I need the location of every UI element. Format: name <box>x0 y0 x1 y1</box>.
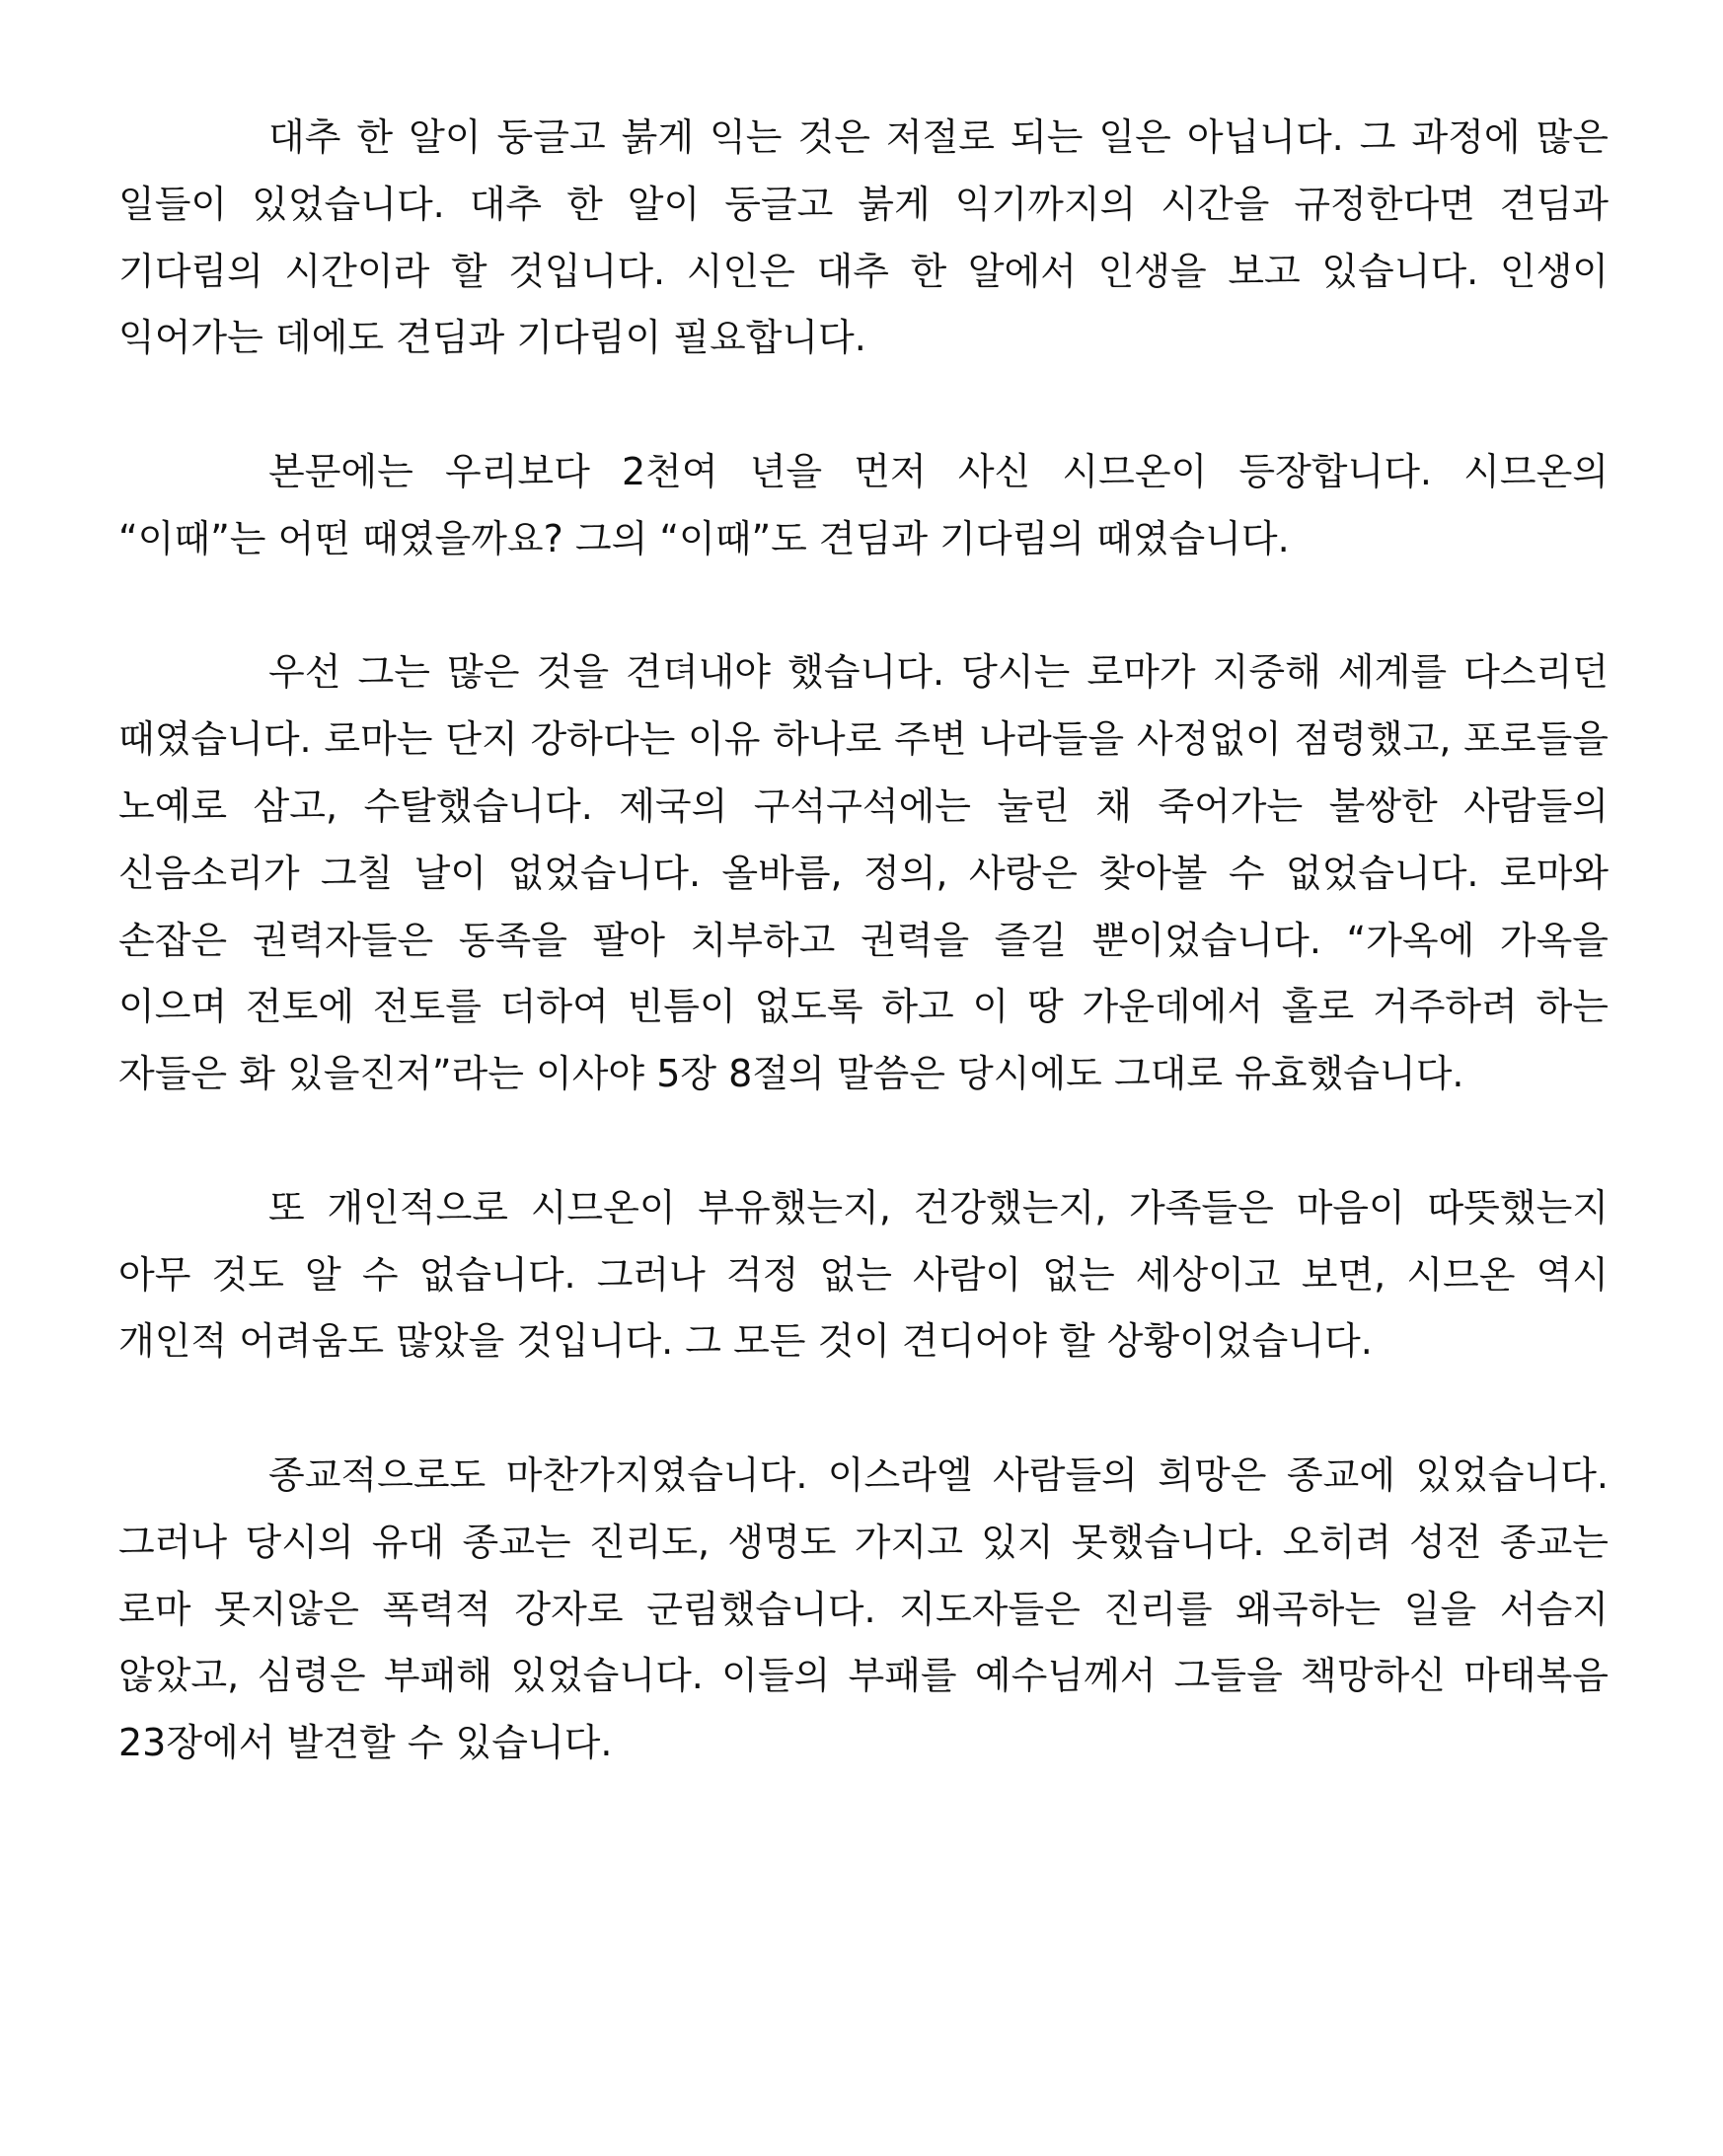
paragraph-jujube-intro: 대추 한 알이 둥글고 붉게 익는 것은 저절로 되는 일은 아닙니다. 그 과정에 많은 일들이 있었습니다. 대추 한 알이 둥글고 붉게 익기까지의 시간을 규정한다면 견딤과 기다림의 시간이라 할 것입니다. 시인은 대추 한 알에서 인생을 보고 있습니다. 인생이 익어가는 데에도 견딤과 기다림이 필요합니다. <box>118 115 1609 360</box>
paragraph-simeon-intro: 본문에는 우리보다 2천여 년을 먼저 사신 시므온이 등장합니다. 시므온의 “이때”는 어떤 때였을까요? 그의 “이때”도 견딤과 기다림의 때였습니다. <box>118 449 1609 560</box>
document-page <box>118 105 1609 1777</box>
paragraph-roman-rule: 우선 그는 많은 것을 견뎌내야 했습니다. 당시는 로마가 지중해 세계를 다스리던 때였습니다. 로마는 단지 강하다는 이유 하나로 주변 나라들을 사정없이 점령했고, 포로들을 노예로 삼고, 수탈했습니다. 제국의 구석구석에는 눌린 채 죽어가는 불쌍한 사람들의 신음소리가 그칠 날이 없었습니다. 올바름, 정의, 사랑은 찾아볼 수 없었습니다. 로마와 손잡은 권력자들은 동족을 팔아 치부하고 권력을 즐길 뿐이었습니다. “가옥에 가옥을 이으며 전토에 전토를 더하여 빈틈이 없도록 하고 이 땅 가운데에서 홀로 거주하려 하는 자들은 화 있을진저”라는 이사야 5장 8절의 말씀은 당시에도 그대로 유효했습니다. <box>118 650 1609 1096</box>
paragraph-religious-corruption: 종교적으로도 마찬가지였습니다. 이스라엘 사람들의 희망은 종교에 있었습니다. 그러나 당시의 유대 종교는 진리도, 생명도 가지고 있지 못했습니다. 오히려 성전 종교는 로마 못지않은 폭력적 강자로 군림했습니다. 지도자들은 진리를 왜곡하는 일을 서슴지 않았고, 심령은 부패해 있었습니다. 이들의 부패를 예수님께서 그들을 책망하신 마태복음 23장에서 발견할 수 있습니다. <box>118 1452 1609 1765</box>
paragraph-personal-hardship: 또 개인적으로 시므온이 부유했는지, 건강했는지, 가족들은 마음이 따뜻했는지 아무 것도 알 수 없습니다. 그러나 걱정 없는 사람이 없는 세상이고 보면, 시므온 역시 개인적 어려움도 많았을 것입니다. 그 모든 것이 견디어야 할 상황이었습니다. <box>118 1185 1609 1364</box>
